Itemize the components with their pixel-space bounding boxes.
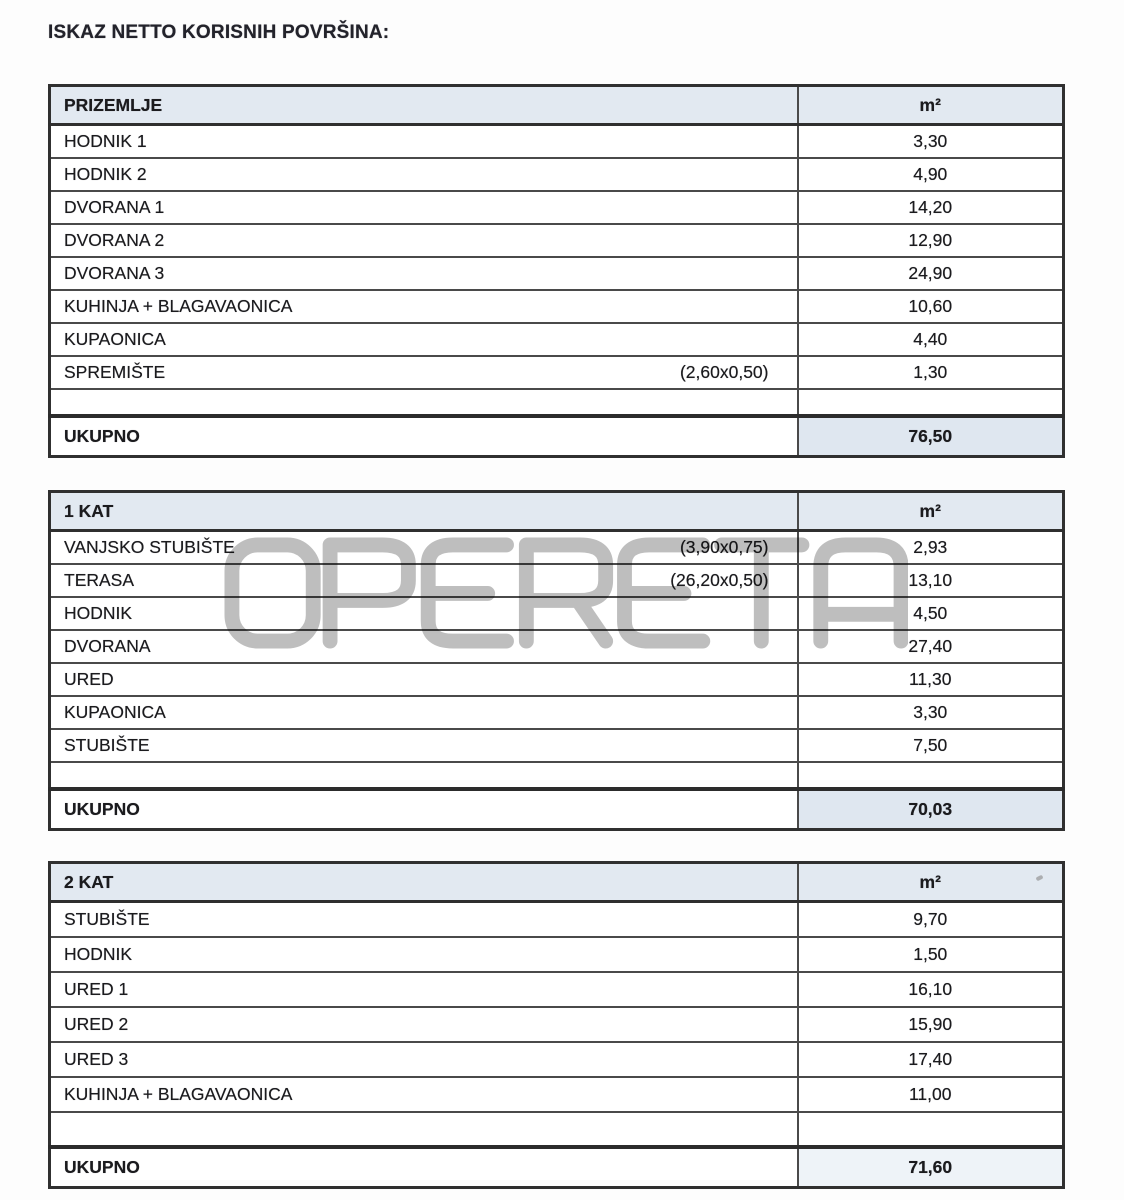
room-name: DVORANA 1: [64, 196, 165, 217]
total-row: [50, 1147, 1064, 1188]
room-name: STUBIŠTE: [64, 734, 150, 755]
unit-header: m²: [798, 86, 1064, 125]
room-name-cell: [50, 597, 798, 630]
table-row: [50, 125, 1064, 158]
room-name-cell: [50, 762, 798, 789]
room-name-cell: [50, 630, 798, 663]
room-name-cell: [50, 323, 798, 356]
total-label: UKUPNO: [50, 1147, 798, 1188]
area-value-cell: 24,90: [798, 257, 1064, 290]
room-name-cell: [50, 564, 798, 597]
table-row: [50, 224, 1064, 257]
room-name: DVORANA 3: [64, 262, 165, 283]
room-name-cell: [50, 356, 798, 389]
room-name-cell: [50, 191, 798, 224]
area-value-cell: 17,40: [798, 1042, 1064, 1077]
empty-row: [50, 389, 1064, 416]
total-value: 71,60: [798, 1147, 1064, 1188]
room-name: HODNIK: [64, 602, 133, 623]
area-value-cell: 13,10: [798, 564, 1064, 597]
empty-row: [50, 762, 1064, 789]
table-header-row: [50, 86, 1064, 125]
area-value-cell: 15,90: [798, 1007, 1064, 1042]
room-name: DVORANA 2: [64, 229, 165, 250]
table-row: [50, 158, 1064, 191]
area-value-cell: 1,50: [798, 937, 1064, 972]
unit-header: m²: [798, 492, 1064, 531]
room-name: URED 3: [64, 1048, 129, 1069]
floor-area-table-3: [48, 861, 1065, 1189]
room-name: KUPAONICA: [64, 701, 166, 722]
area-value-cell: [798, 389, 1064, 416]
room-dimensions: (3,90x0,75): [679, 536, 769, 557]
room-name: STUBIŠTE: [64, 908, 150, 929]
area-value-cell: 11,00: [798, 1077, 1064, 1112]
total-row: [50, 416, 1064, 457]
floor-name-header: PRIZEMLJE: [50, 86, 798, 125]
room-name-cell: [50, 158, 798, 191]
total-value: 76,50: [798, 416, 1064, 457]
table-row: [50, 729, 1064, 762]
room-name: KUHINJA + BLAGAVAONICA: [64, 295, 293, 316]
table-header-row: [50, 492, 1064, 531]
room-name-cell: [50, 663, 798, 696]
table-row: [50, 323, 1064, 356]
room-name: URED 1: [64, 978, 129, 999]
total-label: UKUPNO: [50, 416, 798, 457]
room-name-cell: [50, 1077, 798, 1112]
room-name: SPREMIŠTE: [64, 361, 166, 382]
room-name-cell: [50, 902, 798, 937]
table-row: [50, 972, 1064, 1007]
room-name: KUPAONICA: [64, 328, 166, 349]
table-row: [50, 1042, 1064, 1077]
table-row: [50, 630, 1064, 663]
room-name-cell: [50, 531, 798, 564]
room-name: TERASA: [64, 569, 135, 590]
table-row: [50, 902, 1064, 937]
table-row: [50, 564, 1064, 597]
area-value-cell: 11,30: [798, 663, 1064, 696]
room-name-cell: [50, 729, 798, 762]
table-header-row: [50, 863, 1064, 902]
area-value-cell: [798, 762, 1064, 789]
total-value: 70,03: [798, 789, 1064, 830]
room-name: HODNIK: [64, 943, 133, 964]
floor-name-header: 1 KAT: [50, 492, 798, 531]
floor-area-table-1: [48, 84, 1065, 458]
area-value-cell: 4,50: [798, 597, 1064, 630]
area-value-cell: [798, 1112, 1064, 1147]
room-name: HODNIK 1: [64, 130, 147, 151]
tables-container: [0, 84, 1124, 1189]
table-row: [50, 696, 1064, 729]
total-row: [50, 789, 1064, 830]
unit-header: m²: [798, 863, 1064, 902]
table-row: [50, 356, 1064, 389]
table-row: [50, 1007, 1064, 1042]
area-value-cell: 4,90: [798, 158, 1064, 191]
area-value-cell: 27,40: [798, 630, 1064, 663]
room-name: URED: [64, 668, 114, 689]
area-value-cell: 16,10: [798, 972, 1064, 1007]
area-value-cell: 4,40: [798, 323, 1064, 356]
area-value-cell: 2,93: [798, 531, 1064, 564]
area-value-cell: 1,30: [798, 356, 1064, 389]
table-row: [50, 1077, 1064, 1112]
area-value-cell: 3,30: [798, 696, 1064, 729]
room-name-cell: [50, 696, 798, 729]
room-name: VANJSKO STUBIŠTE: [64, 536, 235, 557]
room-name-cell: [50, 257, 798, 290]
area-value-cell: 10,60: [798, 290, 1064, 323]
table-row: [50, 257, 1064, 290]
room-name-cell: [50, 937, 798, 972]
room-name: DVORANA: [64, 635, 151, 656]
room-name-cell: [50, 389, 798, 416]
table-row: [50, 597, 1064, 630]
room-name: URED 2: [64, 1013, 129, 1034]
table-row: [50, 937, 1064, 972]
room-name-cell: [50, 1042, 798, 1077]
total-label: UKUPNO: [50, 789, 798, 830]
room-name-cell: [50, 224, 798, 257]
floor-name-header: 2 KAT: [50, 863, 798, 902]
room-dimensions: (26,20x0,50): [670, 569, 769, 590]
room-name-cell: [50, 1007, 798, 1042]
room-name-cell: [50, 290, 798, 323]
room-name-cell: [50, 125, 798, 158]
area-value-cell: 9,70: [798, 902, 1064, 937]
area-value-cell: 14,20: [798, 191, 1064, 224]
table-row: [50, 290, 1064, 323]
area-value-cell: 12,90: [798, 224, 1064, 257]
room-name: HODNIK 2: [64, 163, 147, 184]
table-row: [50, 191, 1064, 224]
room-name: KUHINJA + BLAGAVAONICA: [64, 1083, 293, 1104]
empty-row: [50, 1112, 1064, 1147]
area-value-cell: 3,30: [798, 125, 1064, 158]
area-value-cell: 7,50: [798, 729, 1064, 762]
table-row: [50, 663, 1064, 696]
room-name-cell: [50, 972, 798, 1007]
page-title: ISKAZ NETTO KORISNIH POVRŠINA:: [48, 22, 390, 43]
room-dimensions: (2,60x0,50): [679, 361, 769, 382]
room-name-cell: [50, 1112, 798, 1147]
table-row: [50, 531, 1064, 564]
floor-area-table-2: [48, 490, 1065, 831]
